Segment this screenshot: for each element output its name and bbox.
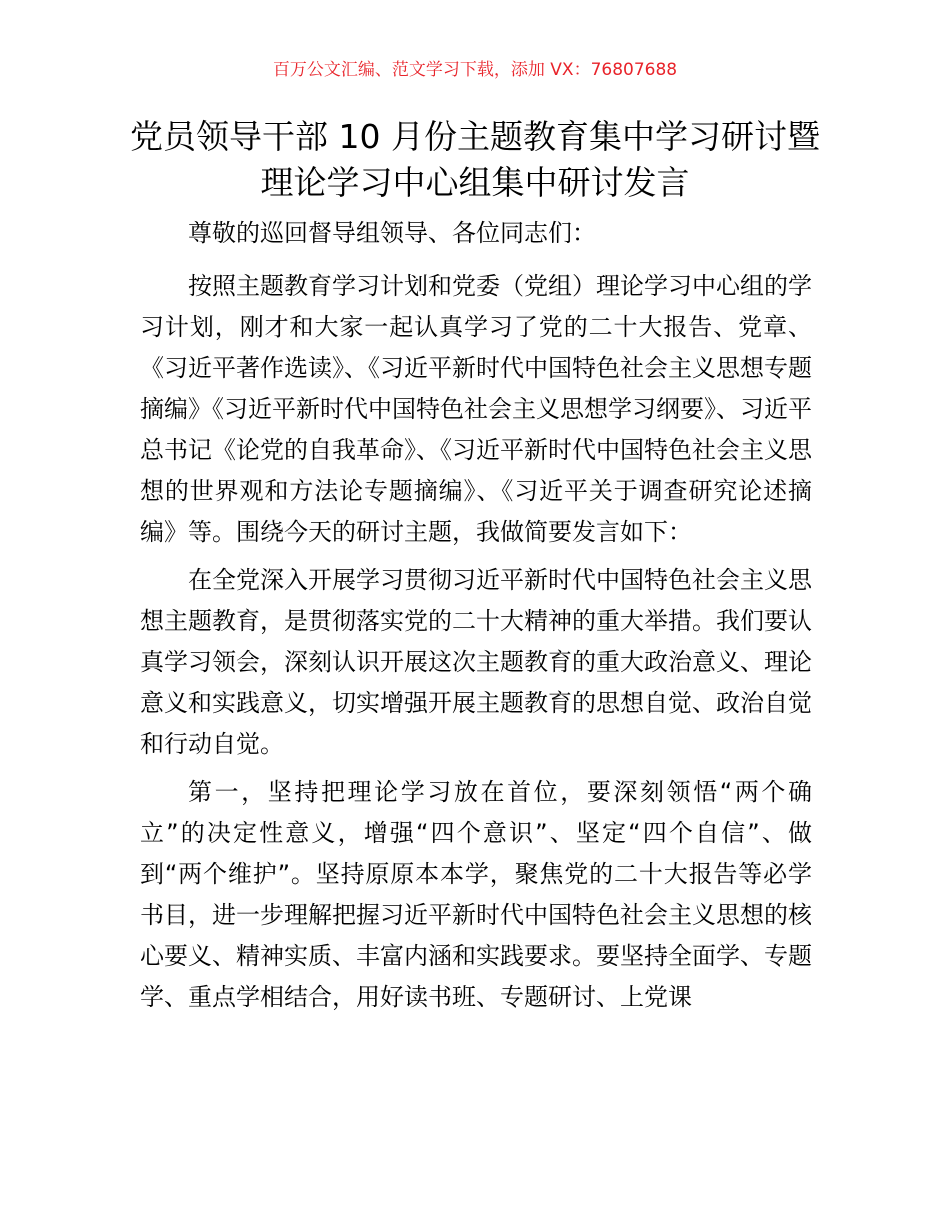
header-watermark-text: 百万公文汇编、范文学习下载，添加 VX：76807688 — [272, 60, 678, 80]
paragraph-first-point: 第一，坚持把理论学习放在首位，要深刻领悟“两个确立”的决定性意义，增强“四个意识”、坚定“四个自信”、做到“两个维护”。坚持原原本本学，聚焦党的二十大报告等必学书目，进一步理解把握习近平新时代中国特色社会主义思想的核心要义、精神实质、丰富内涵和实践要求。要坚持全面学、专题学、重点学相结合，用好读书班、专题研讨、上党课 — [140, 778, 812, 1011]
document-body — [140, 213, 812, 1025]
salutation: 尊敬的巡回督导组领导、各位同志们： — [188, 219, 596, 247]
title-line-2: 理论学习中心组集中研讨发言 — [260, 163, 690, 202]
document-title — [110, 114, 840, 206]
title-line-1: 党员领导干部 10 月份主题教育集中学习研讨暨 — [130, 117, 820, 156]
paragraph-intro: 按照主题教育学习计划和党委（党组）理论学习中心组的学习计划，刚才和大家一起认真学习了党的二十大报告、党章、《习近平著作选读》、《习近平新时代中国特色社会主义思想专题摘编》《习近平新时代中国特色社会主义思想学习纲要》、习近平总书记《论党的自我革命》、《习近平新时代中国特色社会主义思想的世界观和方法论专题摘编》、《习近平关于调查研究论述摘编》等。围绕今天的研讨主题，我做简要发言如下： — [140, 272, 812, 546]
paragraph-significance: 在全党深入开展学习贯彻习近平新时代中国特色社会主义思想主题教育，是贯彻落实党的二十大精神的重大举措。我们要认真学习领会，深刻认识开展这次主题教育的重大政治意义、理论意义和实践意义，切实增强开展主题教育的思想自觉、政治自觉和行动自觉。 — [140, 566, 812, 758]
